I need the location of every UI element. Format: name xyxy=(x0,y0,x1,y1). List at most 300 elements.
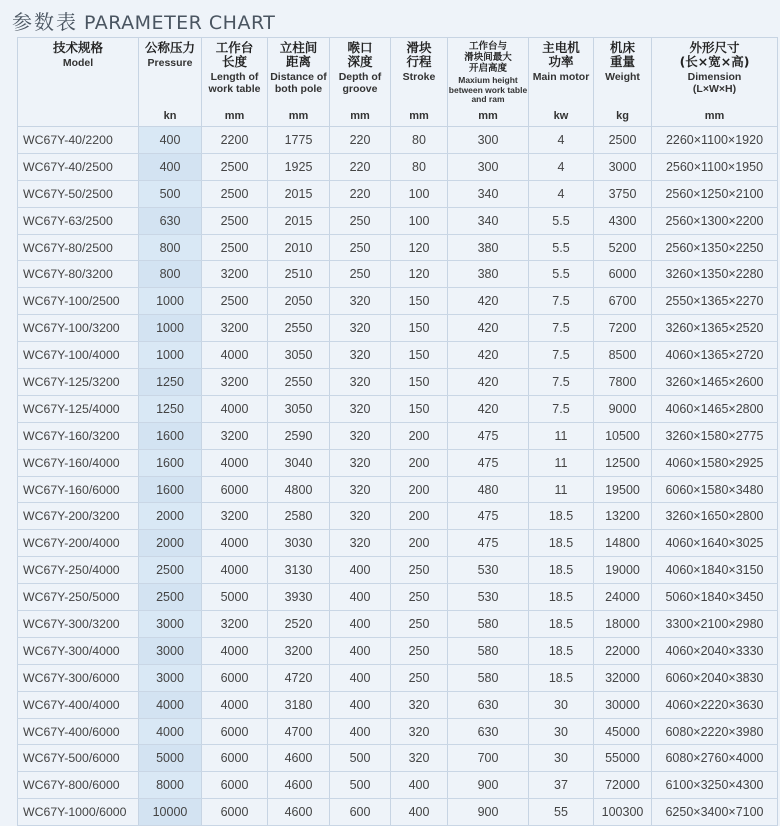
cell-pole-distance: 4600 xyxy=(268,745,330,772)
cell-table-length: 3200 xyxy=(202,369,268,396)
cell-groove-depth: 400 xyxy=(330,718,391,745)
cell-groove-depth: 320 xyxy=(330,395,391,422)
table-row xyxy=(18,664,778,691)
cell-max-open-height: 300 xyxy=(448,127,529,154)
cell-model: WC67Y-125/4000 xyxy=(18,395,139,422)
cell-motor-power: 30 xyxy=(529,745,594,772)
cell-pole-distance: 4600 xyxy=(268,772,330,799)
cell-groove-depth: 400 xyxy=(330,611,391,638)
header-pole-distance xyxy=(268,38,330,127)
header-unit: mm xyxy=(409,110,429,122)
cell-pole-distance: 2015 xyxy=(268,180,330,207)
cell-weight: 32000 xyxy=(594,664,652,691)
cell-pressure: 2000 xyxy=(139,503,202,530)
cell-table-length: 2500 xyxy=(202,153,268,180)
cell-groove-depth: 600 xyxy=(330,799,391,826)
cell-dimension: 3260×1350×2280 xyxy=(652,261,778,288)
cell-stroke: 250 xyxy=(391,637,448,664)
cell-dimension: 2550×1365×2270 xyxy=(652,288,778,315)
cell-weight: 9000 xyxy=(594,395,652,422)
cell-stroke: 150 xyxy=(391,395,448,422)
cell-model: WC67Y-50/2500 xyxy=(18,180,139,207)
cell-model: WC67Y-125/3200 xyxy=(18,369,139,396)
cell-max-open-height: 530 xyxy=(448,584,529,611)
table-row xyxy=(18,772,778,799)
cell-motor-power: 30 xyxy=(529,691,594,718)
cell-motor-power: 4 xyxy=(529,180,594,207)
cell-stroke: 400 xyxy=(391,772,448,799)
cell-stroke: 150 xyxy=(391,315,448,342)
cell-table-length: 5000 xyxy=(202,584,268,611)
cell-table-length: 4000 xyxy=(202,530,268,557)
cell-model: WC67Y-250/5000 xyxy=(18,584,139,611)
header-model xyxy=(18,38,139,127)
cell-groove-depth: 400 xyxy=(330,664,391,691)
cell-pole-distance: 1925 xyxy=(268,153,330,180)
cell-table-length: 2500 xyxy=(202,234,268,261)
cell-dimension: 2560×1300×2200 xyxy=(652,207,778,234)
table-row xyxy=(18,637,778,664)
cell-weight: 7800 xyxy=(594,369,652,396)
cell-motor-power: 11 xyxy=(529,449,594,476)
cell-motor-power: 7.5 xyxy=(529,288,594,315)
header-table-length xyxy=(202,38,268,127)
table-row xyxy=(18,288,778,315)
cell-pole-distance: 4700 xyxy=(268,718,330,745)
cell-weight: 18000 xyxy=(594,611,652,638)
cell-stroke: 150 xyxy=(391,288,448,315)
header-unit: kn xyxy=(163,110,177,122)
cell-groove-depth: 320 xyxy=(330,476,391,503)
parameter-table xyxy=(17,37,778,826)
cell-pole-distance: 2015 xyxy=(268,207,330,234)
cell-weight: 13200 xyxy=(594,503,652,530)
cell-model: WC67Y-160/6000 xyxy=(18,476,139,503)
cell-motor-power: 18.5 xyxy=(529,611,594,638)
cell-motor-power: 18.5 xyxy=(529,584,594,611)
cell-max-open-height: 380 xyxy=(448,234,529,261)
table-row xyxy=(18,799,778,826)
cell-weight: 24000 xyxy=(594,584,652,611)
cell-pressure: 2500 xyxy=(139,584,202,611)
cell-max-open-height: 630 xyxy=(448,691,529,718)
cell-model: WC67Y-40/2200 xyxy=(18,127,139,154)
cell-pressure: 1000 xyxy=(139,342,202,369)
cell-pole-distance: 3180 xyxy=(268,691,330,718)
table-row xyxy=(18,369,778,396)
table-row xyxy=(18,207,778,234)
cell-motor-power: 7.5 xyxy=(529,369,594,396)
cell-motor-power: 37 xyxy=(529,772,594,799)
cell-table-length: 3200 xyxy=(202,611,268,638)
cell-weight: 72000 xyxy=(594,772,652,799)
cell-groove-depth: 250 xyxy=(330,234,391,261)
cell-dimension: 2260×1100×1920 xyxy=(652,127,778,154)
cell-stroke: 250 xyxy=(391,557,448,584)
cell-pole-distance: 4800 xyxy=(268,476,330,503)
cell-stroke: 320 xyxy=(391,718,448,745)
cell-table-length: 6000 xyxy=(202,745,268,772)
cell-max-open-height: 420 xyxy=(448,288,529,315)
cell-groove-depth: 400 xyxy=(330,557,391,584)
cell-weight: 19500 xyxy=(594,476,652,503)
cell-weight: 10500 xyxy=(594,422,652,449)
cell-max-open-height: 475 xyxy=(448,422,529,449)
header-label-en: Distance of both pole xyxy=(270,71,327,95)
cell-pressure: 4000 xyxy=(139,718,202,745)
header-label-cn: 工作台与 滑块间最大 开启高度 xyxy=(464,41,512,74)
cell-table-length: 2500 xyxy=(202,180,268,207)
cell-pole-distance: 3040 xyxy=(268,449,330,476)
cell-dimension: 4060×1465×2800 xyxy=(652,395,778,422)
cell-pole-distance: 4600 xyxy=(268,799,330,826)
table-row xyxy=(18,611,778,638)
cell-pressure: 3000 xyxy=(139,664,202,691)
cell-motor-power: 5.5 xyxy=(529,234,594,261)
header-unit: mm xyxy=(478,110,498,122)
cell-pole-distance: 2550 xyxy=(268,369,330,396)
cell-model: WC67Y-100/2500 xyxy=(18,288,139,315)
cell-max-open-height: 475 xyxy=(448,503,529,530)
header-stroke xyxy=(391,38,448,127)
cell-pressure: 4000 xyxy=(139,691,202,718)
cell-dimension: 3300×2100×2980 xyxy=(652,611,778,638)
cell-pressure: 1000 xyxy=(139,315,202,342)
cell-weight: 2500 xyxy=(594,127,652,154)
cell-stroke: 100 xyxy=(391,180,448,207)
cell-max-open-height: 420 xyxy=(448,369,529,396)
header-motor-power xyxy=(529,38,594,127)
cell-groove-depth: 250 xyxy=(330,261,391,288)
cell-stroke: 120 xyxy=(391,234,448,261)
cell-pole-distance: 3200 xyxy=(268,637,330,664)
cell-stroke: 200 xyxy=(391,503,448,530)
cell-pressure: 1000 xyxy=(139,288,202,315)
cell-pressure: 2000 xyxy=(139,530,202,557)
cell-stroke: 400 xyxy=(391,799,448,826)
cell-pressure: 800 xyxy=(139,261,202,288)
cell-pole-distance: 3930 xyxy=(268,584,330,611)
cell-dimension: 6080×2760×4000 xyxy=(652,745,778,772)
cell-dimension: 6250×3400×7100 xyxy=(652,799,778,826)
table-row xyxy=(18,234,778,261)
cell-pressure: 5000 xyxy=(139,745,202,772)
cell-table-length: 3200 xyxy=(202,315,268,342)
cell-weight: 6000 xyxy=(594,261,652,288)
cell-motor-power: 18.5 xyxy=(529,530,594,557)
table-row xyxy=(18,449,778,476)
cell-weight: 100300 xyxy=(594,799,652,826)
cell-pole-distance: 2520 xyxy=(268,611,330,638)
table-row xyxy=(18,395,778,422)
cell-motor-power: 18.5 xyxy=(529,557,594,584)
cell-model: WC67Y-500/6000 xyxy=(18,745,139,772)
cell-table-length: 6000 xyxy=(202,664,268,691)
cell-max-open-height: 630 xyxy=(448,718,529,745)
cell-dimension: 4060×1365×2720 xyxy=(652,342,778,369)
cell-motor-power: 4 xyxy=(529,127,594,154)
header-label-en: Depth of groove xyxy=(338,71,382,95)
cell-motor-power: 5.5 xyxy=(529,261,594,288)
header-max-open-height xyxy=(448,38,529,127)
cell-groove-depth: 320 xyxy=(330,503,391,530)
header-unit: mm xyxy=(350,110,370,122)
cell-max-open-height: 475 xyxy=(448,530,529,557)
cell-dimension: 6100×3250×4300 xyxy=(652,772,778,799)
cell-model: WC67Y-160/3200 xyxy=(18,422,139,449)
cell-stroke: 250 xyxy=(391,584,448,611)
cell-weight: 19000 xyxy=(594,557,652,584)
cell-weight: 3750 xyxy=(594,180,652,207)
cell-model: WC67Y-300/3200 xyxy=(18,611,139,638)
header-unit: mm xyxy=(704,110,725,122)
cell-table-length: 3200 xyxy=(202,261,268,288)
cell-pressure: 10000 xyxy=(139,799,202,826)
cell-table-length: 4000 xyxy=(202,637,268,664)
cell-max-open-height: 420 xyxy=(448,315,529,342)
header-label-en: Main motor xyxy=(532,71,590,83)
cell-max-open-height: 580 xyxy=(448,664,529,691)
cell-max-open-height: 530 xyxy=(448,557,529,584)
cell-dimension: 3260×1465×2600 xyxy=(652,369,778,396)
header-label-cn: 立柱间 距离 xyxy=(279,40,318,69)
cell-groove-depth: 400 xyxy=(330,637,391,664)
cell-pressure: 8000 xyxy=(139,772,202,799)
cell-table-length: 4000 xyxy=(202,342,268,369)
cell-pole-distance: 2010 xyxy=(268,234,330,261)
cell-table-length: 4000 xyxy=(202,395,268,422)
cell-weight: 8500 xyxy=(594,342,652,369)
cell-max-open-height: 340 xyxy=(448,207,529,234)
cell-max-open-height: 900 xyxy=(448,772,529,799)
cell-dimension: 5060×1840×3450 xyxy=(652,584,778,611)
header-label-en: Length of work table xyxy=(208,71,261,95)
cell-weight: 45000 xyxy=(594,718,652,745)
table-row xyxy=(18,476,778,503)
title-cn: 参数表 xyxy=(12,10,78,34)
table-row xyxy=(18,422,778,449)
header-groove-depth xyxy=(330,38,391,127)
cell-model: WC67Y-250/4000 xyxy=(18,557,139,584)
header-label-en: Pressure xyxy=(147,57,193,69)
cell-dimension: 6060×2040×3830 xyxy=(652,664,778,691)
cell-weight: 4300 xyxy=(594,207,652,234)
cell-dimension: 3260×1580×2775 xyxy=(652,422,778,449)
header-label-en: Weight xyxy=(605,71,640,83)
cell-pole-distance: 2550 xyxy=(268,315,330,342)
header-label-cn: 喉口 深度 xyxy=(347,40,373,69)
cell-groove-depth: 320 xyxy=(330,530,391,557)
cell-max-open-height: 900 xyxy=(448,799,529,826)
cell-max-open-height: 420 xyxy=(448,395,529,422)
cell-stroke: 200 xyxy=(391,476,448,503)
table-row xyxy=(18,180,778,207)
cell-stroke: 200 xyxy=(391,422,448,449)
cell-stroke: 250 xyxy=(391,664,448,691)
cell-dimension: 3260×1650×2800 xyxy=(652,503,778,530)
header-label-cn: 技术规格 xyxy=(52,40,103,55)
cell-dimension: 4060×1840×3150 xyxy=(652,557,778,584)
table-row xyxy=(18,261,778,288)
cell-model: WC67Y-200/3200 xyxy=(18,503,139,530)
cell-table-length: 4000 xyxy=(202,691,268,718)
header-label-cn: 工作台 长度 xyxy=(215,40,254,69)
cell-groove-depth: 250 xyxy=(330,207,391,234)
cell-table-length: 4000 xyxy=(202,449,268,476)
page-title xyxy=(12,6,275,36)
cell-max-open-height: 480 xyxy=(448,476,529,503)
header-label-cn: 公称压力 xyxy=(144,40,195,55)
cell-motor-power: 7.5 xyxy=(529,342,594,369)
cell-model: WC67Y-300/4000 xyxy=(18,637,139,664)
cell-motor-power: 7.5 xyxy=(529,315,594,342)
cell-motor-power: 11 xyxy=(529,422,594,449)
cell-weight: 3000 xyxy=(594,153,652,180)
table-row xyxy=(18,691,778,718)
header-label-en: Dimension (L×W×H) xyxy=(687,71,742,95)
cell-table-length: 6000 xyxy=(202,799,268,826)
cell-dimension: 2560×1250×2100 xyxy=(652,180,778,207)
cell-weight: 55000 xyxy=(594,745,652,772)
header-weight xyxy=(594,38,652,127)
header-label-en: Model xyxy=(62,57,94,69)
cell-groove-depth: 500 xyxy=(330,772,391,799)
cell-stroke: 200 xyxy=(391,530,448,557)
table-row xyxy=(18,530,778,557)
header-label-cn: 滑块 行程 xyxy=(406,40,432,69)
cell-weight: 22000 xyxy=(594,637,652,664)
cell-max-open-height: 420 xyxy=(448,342,529,369)
cell-dimension: 3260×1365×2520 xyxy=(652,315,778,342)
cell-groove-depth: 320 xyxy=(330,449,391,476)
cell-stroke: 320 xyxy=(391,745,448,772)
cell-groove-depth: 400 xyxy=(330,691,391,718)
cell-dimension: 2560×1100×1950 xyxy=(652,153,778,180)
cell-model: WC67Y-80/2500 xyxy=(18,234,139,261)
cell-groove-depth: 500 xyxy=(330,745,391,772)
cell-max-open-height: 580 xyxy=(448,637,529,664)
cell-pressure: 1250 xyxy=(139,395,202,422)
cell-pressure: 400 xyxy=(139,127,202,154)
cell-weight: 7200 xyxy=(594,315,652,342)
table-row xyxy=(18,503,778,530)
cell-pole-distance: 3050 xyxy=(268,395,330,422)
cell-stroke: 150 xyxy=(391,369,448,396)
cell-groove-depth: 220 xyxy=(330,127,391,154)
cell-pressure: 3000 xyxy=(139,637,202,664)
cell-groove-depth: 220 xyxy=(330,153,391,180)
table-row xyxy=(18,718,778,745)
cell-pressure: 2500 xyxy=(139,557,202,584)
cell-stroke: 150 xyxy=(391,342,448,369)
cell-dimension: 4060×1640×3025 xyxy=(652,530,778,557)
cell-model: WC67Y-40/2500 xyxy=(18,153,139,180)
cell-model: WC67Y-80/3200 xyxy=(18,261,139,288)
cell-model: WC67Y-100/4000 xyxy=(18,342,139,369)
cell-motor-power: 18.5 xyxy=(529,664,594,691)
cell-weight: 5200 xyxy=(594,234,652,261)
cell-max-open-height: 580 xyxy=(448,611,529,638)
cell-pole-distance: 2510 xyxy=(268,261,330,288)
cell-model: WC67Y-160/4000 xyxy=(18,449,139,476)
table-row xyxy=(18,342,778,369)
cell-dimension: 6060×1580×3480 xyxy=(652,476,778,503)
cell-motor-power: 30 xyxy=(529,718,594,745)
table-row xyxy=(18,153,778,180)
header-row xyxy=(18,38,778,127)
cell-model: WC67Y-400/4000 xyxy=(18,691,139,718)
cell-pressure: 630 xyxy=(139,207,202,234)
header-label-cn: 外形尺寸 (长×宽×高) xyxy=(679,40,750,69)
cell-stroke: 320 xyxy=(391,691,448,718)
cell-pressure: 1250 xyxy=(139,369,202,396)
cell-stroke: 250 xyxy=(391,611,448,638)
cell-stroke: 80 xyxy=(391,153,448,180)
cell-groove-depth: 220 xyxy=(330,180,391,207)
cell-table-length: 2500 xyxy=(202,288,268,315)
cell-groove-depth: 400 xyxy=(330,584,391,611)
table-row xyxy=(18,584,778,611)
cell-table-length: 3200 xyxy=(202,422,268,449)
cell-max-open-height: 475 xyxy=(448,449,529,476)
cell-pressure: 3000 xyxy=(139,611,202,638)
cell-weight: 6700 xyxy=(594,288,652,315)
cell-model: WC67Y-400/6000 xyxy=(18,718,139,745)
cell-pressure: 1600 xyxy=(139,449,202,476)
cell-pressure: 800 xyxy=(139,234,202,261)
cell-pole-distance: 2050 xyxy=(268,288,330,315)
cell-motor-power: 55 xyxy=(529,799,594,826)
cell-motor-power: 4 xyxy=(529,153,594,180)
cell-weight: 14800 xyxy=(594,530,652,557)
cell-weight: 12500 xyxy=(594,449,652,476)
cell-model: WC67Y-300/6000 xyxy=(18,664,139,691)
cell-model: WC67Y-100/3200 xyxy=(18,315,139,342)
cell-stroke: 80 xyxy=(391,127,448,154)
cell-pole-distance: 1775 xyxy=(268,127,330,154)
cell-table-length: 2500 xyxy=(202,207,268,234)
cell-max-open-height: 300 xyxy=(448,153,529,180)
cell-motor-power: 5.5 xyxy=(529,207,594,234)
cell-pressure: 500 xyxy=(139,180,202,207)
header-label-en: Stroke xyxy=(402,71,436,83)
cell-table-length: 4000 xyxy=(202,557,268,584)
header-dimension xyxy=(652,38,778,127)
cell-motor-power: 11 xyxy=(529,476,594,503)
cell-pressure: 1600 xyxy=(139,476,202,503)
cell-groove-depth: 320 xyxy=(330,288,391,315)
cell-model: WC67Y-800/6000 xyxy=(18,772,139,799)
cell-model: WC67Y-200/4000 xyxy=(18,530,139,557)
cell-dimension: 4060×2220×3630 xyxy=(652,691,778,718)
header-unit: mm xyxy=(288,110,309,122)
table-row xyxy=(18,557,778,584)
cell-table-length: 6000 xyxy=(202,476,268,503)
cell-pressure: 400 xyxy=(139,153,202,180)
cell-motor-power: 18.5 xyxy=(529,503,594,530)
cell-max-open-height: 700 xyxy=(448,745,529,772)
header-unit: kw xyxy=(553,110,569,122)
cell-groove-depth: 320 xyxy=(330,369,391,396)
cell-dimension: 4060×1580×2925 xyxy=(652,449,778,476)
header-unit: kg xyxy=(616,110,629,122)
cell-table-length: 2200 xyxy=(202,127,268,154)
cell-stroke: 100 xyxy=(391,207,448,234)
cell-max-open-height: 380 xyxy=(448,261,529,288)
cell-pole-distance: 3030 xyxy=(268,530,330,557)
cell-dimension: 6080×2220×3980 xyxy=(652,718,778,745)
cell-pole-distance: 3130 xyxy=(268,557,330,584)
